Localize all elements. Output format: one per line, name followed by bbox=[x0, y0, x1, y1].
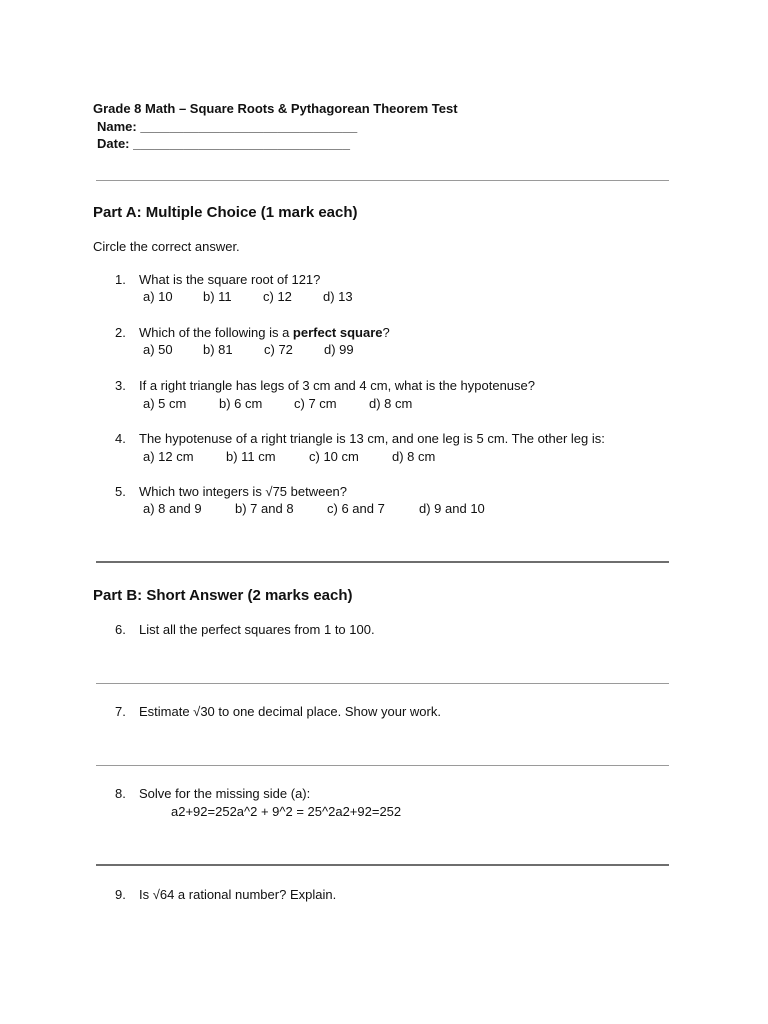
option-d[interactable]: d) 13 bbox=[323, 289, 353, 304]
divider bbox=[96, 561, 669, 563]
option-b[interactable]: b) 11 bbox=[203, 289, 232, 304]
option-c[interactable]: c) 6 and 7 bbox=[327, 501, 385, 516]
question-number: 4. bbox=[115, 431, 126, 446]
question-number: 2. bbox=[115, 325, 126, 340]
question-text: Estimate √30 to one decimal place. Show your work. bbox=[139, 704, 441, 719]
part-a-instruction: Circle the correct answer. bbox=[93, 239, 240, 254]
question-number: 8. bbox=[115, 786, 126, 801]
question-number: 9. bbox=[115, 887, 126, 902]
answer-line[interactable] bbox=[96, 765, 669, 766]
question-text: The hypotenuse of a right triangle is 13 cm, and one leg is 5 cm. The other leg is: bbox=[139, 431, 605, 446]
question-text: Which of the following is a perfect square? bbox=[139, 325, 390, 340]
test-title: Grade 8 Math – Square Roots & Pythagorean Theorem Test bbox=[93, 101, 458, 116]
option-a[interactable]: a) 10 bbox=[143, 289, 173, 304]
question-number: 6. bbox=[115, 622, 126, 637]
question-number: 3. bbox=[115, 378, 126, 393]
option-a[interactable]: a) 5 cm bbox=[143, 396, 187, 411]
option-c[interactable]: c) 10 cm bbox=[309, 449, 359, 464]
option-c[interactable]: c) 12 bbox=[263, 289, 292, 304]
option-a[interactable]: a) 50 bbox=[143, 342, 173, 357]
question-text: If a right triangle has legs of 3 cm and 4 cm, what is the hypotenuse? bbox=[139, 378, 535, 393]
name-field[interactable]: Name: ______________________________ bbox=[97, 119, 358, 134]
divider bbox=[96, 180, 669, 181]
question-text: Which two integers is √75 between? bbox=[139, 484, 348, 499]
question-text: What is the square root of 121? bbox=[139, 272, 321, 287]
answer-line[interactable] bbox=[96, 864, 669, 866]
question-number: 7. bbox=[115, 704, 126, 719]
question-text: Solve for the missing side (a): bbox=[139, 786, 311, 801]
option-a[interactable]: a) 12 cm bbox=[143, 449, 194, 464]
date-field[interactable]: Date: ______________________________ bbox=[97, 136, 351, 151]
perfect-square-term: perfect square bbox=[292, 325, 383, 340]
option-b[interactable]: b) 7 and 8 bbox=[235, 501, 294, 516]
question-number: 5. bbox=[115, 484, 126, 499]
question-text: List all the perfect squares from 1 to 100. bbox=[139, 622, 375, 637]
option-a[interactable]: a) 8 and 9 bbox=[143, 501, 202, 516]
option-c[interactable]: c) 72 bbox=[264, 342, 293, 357]
question-text: Is √64 a rational number? Explain. bbox=[139, 887, 337, 902]
option-d[interactable]: d) 99 bbox=[324, 342, 354, 357]
option-b[interactable]: b) 6 cm bbox=[219, 396, 263, 411]
option-b[interactable]: b) 81 bbox=[203, 342, 233, 357]
option-d[interactable]: d) 9 and 10 bbox=[419, 501, 485, 516]
option-b[interactable]: b) 11 cm bbox=[226, 449, 276, 464]
option-c[interactable]: c) 7 cm bbox=[294, 396, 337, 411]
question-number: 1. bbox=[115, 272, 126, 287]
part-a-heading: Part A: Multiple Choice (1 mark each) bbox=[93, 204, 358, 221]
equation: a2+92=252a^2 + 9^2 = 25^2a2+92=252 bbox=[171, 804, 402, 819]
part-b-heading: Part B: Short Answer (2 marks each) bbox=[93, 587, 353, 604]
option-d[interactable]: d) 8 cm bbox=[392, 449, 436, 464]
option-d[interactable]: d) 8 cm bbox=[369, 396, 413, 411]
answer-line[interactable] bbox=[96, 683, 669, 684]
